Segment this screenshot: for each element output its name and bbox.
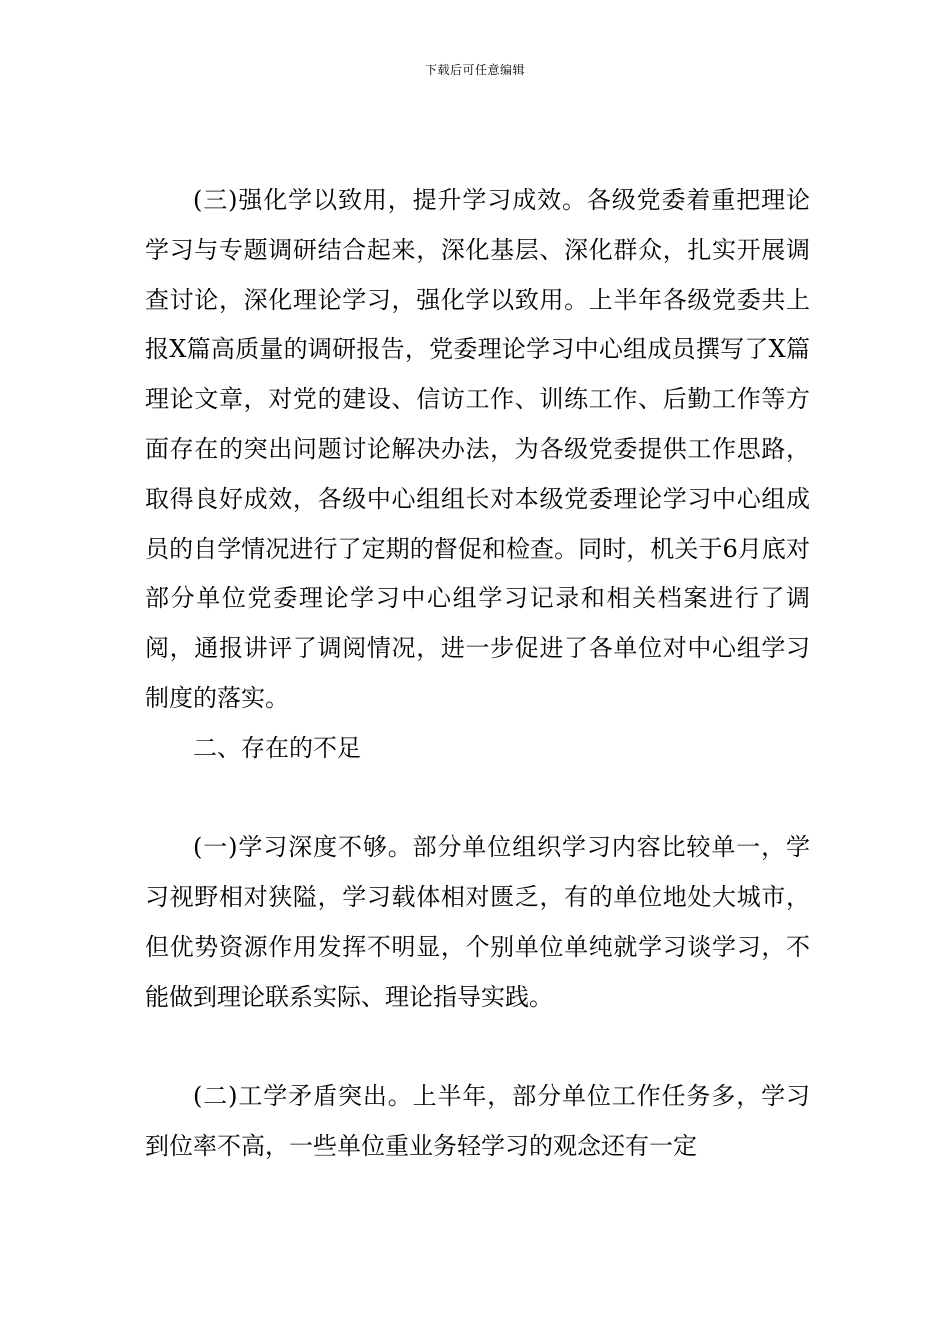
section-heading-shortcomings: 二、存在的不足 (193, 733, 361, 762)
document-body (145, 176, 810, 1172)
paragraph-work-study-conflict: (二)工学矛盾突出。上半年，部分单位工作任务多，学习到位率不高，一些单位重业务轻学习的观念还有一定 (145, 1082, 810, 1161)
page-header-note: 下载后可任意编辑 (424, 63, 525, 77)
paragraph-strengthen-application: (三)强化学以致用，提升学习成效。各级党委着重把理论学习与专题调研结合起来，深化基层、深化群众，扎实开展调查讨论，深化理论学习，强化学以致用。上半年各级党委共上报X篇高质量的调研报告，党委理论学习中心组成员撰写了X篇理论文章，对党的建设、信访工作、训练工作、后勤工作等方面存在的突出问题讨论解决办法，为各级党委提供工作思路，取得良好成效，各级中心组组长对本级党委理论学习中心组成员的自学情况进行了定期的督促和检查。同时，机关于6月底对部分单位党委理论学习中心组学习记录和相关档案进行了调阅，通报讲评了调阅情况，进一步促进了各单位对中心组学习制度的落实。 (145, 186, 810, 712)
paragraph-study-depth: (一)学习深度不够。部分单位组织学习内容比较单一，学习视野相对狭隘，学习载体相对匮乏，有的单位地处大城市，但优势资源作用发挥不明显，个别单位单纯就学习谈学习，不能做到理论联系实际、理论指导实践。 (145, 833, 810, 1011)
